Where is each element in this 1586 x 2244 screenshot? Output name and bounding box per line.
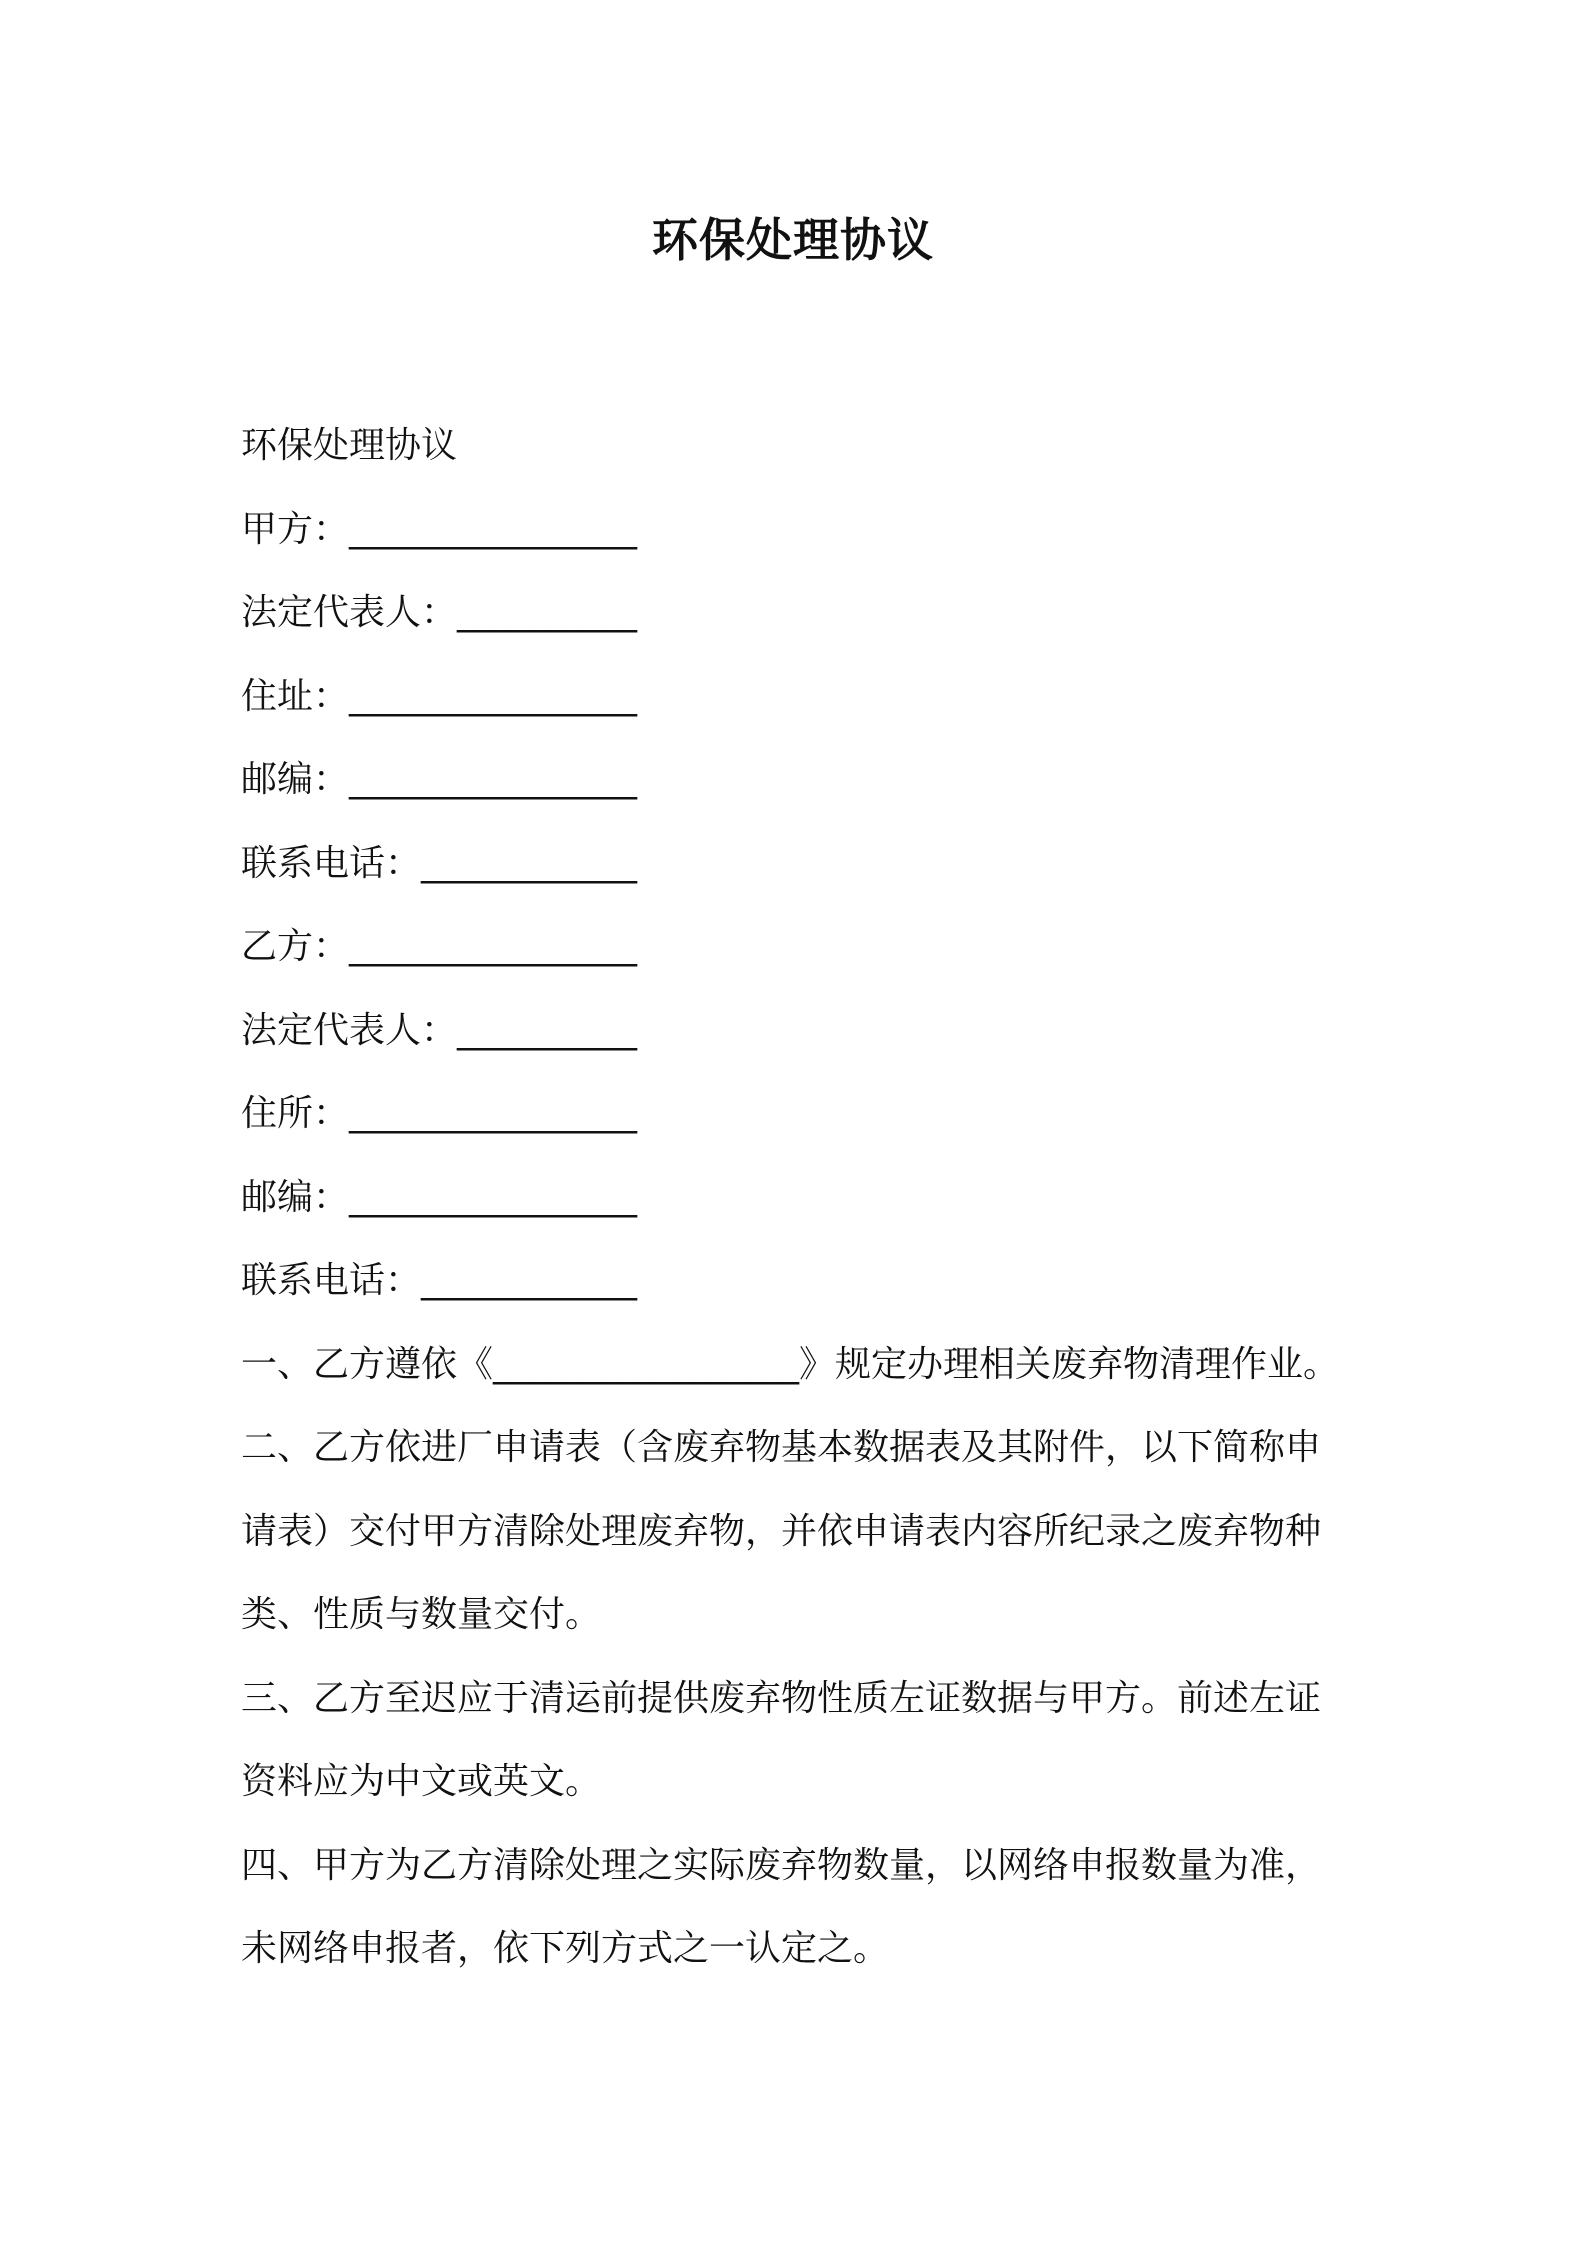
- party-b-address-field: 住所：________________: [241, 1093, 638, 1134]
- party-b-postcode-field: 邮编：________________: [241, 1176, 638, 1218]
- clause-1: 一、乙方遵依《_________________》规定办理相关废弃物清理作业。: [241, 1343, 1340, 1385]
- party-a-postcode-field: 邮编：________________: [241, 759, 638, 800]
- party-b-name-field: 乙方：________________: [241, 926, 638, 967]
- document-title: 环保处理协议: [652, 213, 934, 267]
- clause-4: 四、甲方为乙方清除处理之实际废弃物数量，以网络申报数量为准，未网络申报者，依下列方式之一认定之。: [241, 1844, 1322, 1969]
- party-b-legal-rep-field: 法定代表人：__________: [241, 1009, 638, 1051]
- party-a-phone-field: 联系电话：____________: [241, 842, 638, 884]
- subtitle: 环保处理协议: [241, 425, 458, 466]
- party-a-name-field: 甲方：________________: [241, 508, 638, 550]
- party-a-address-field: 住址：________________: [241, 675, 638, 717]
- party-b-phone-field: 联系电话：____________: [241, 1260, 638, 1301]
- clause-3: 三、乙方至迟应于清运前提供废弃物性质左证数据与甲方。前述左证资料应为中文或英文。: [241, 1677, 1322, 1802]
- document-body: [241, 404, 1361, 1991]
- clause-2: 二、乙方依进厂申请表（含废弃物基本数据表及其附件，以下简称申请表）交付甲方清除处理废弃物，并依申请表内容所纪录之废弃物种类、性质与数量交付。: [241, 1427, 1322, 1635]
- party-a-legal-rep-field: 法定代表人：__________: [241, 592, 638, 633]
